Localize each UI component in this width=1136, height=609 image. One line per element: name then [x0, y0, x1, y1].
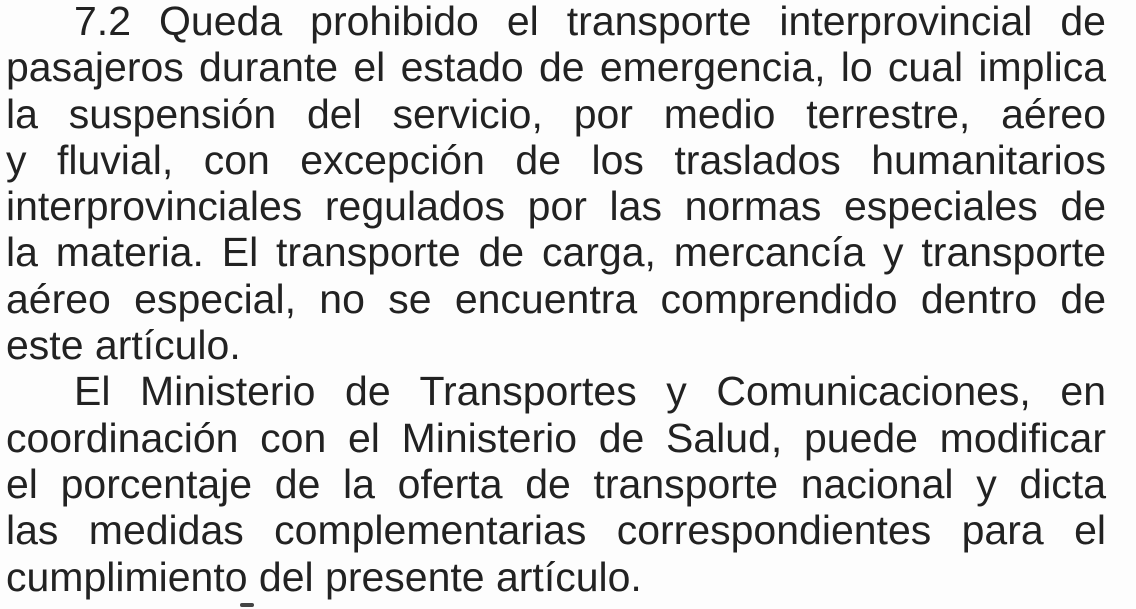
paragraph-line: interprovinciales regulados por las normas especiales de — [6, 183, 1106, 230]
paragraph-line: este artículo. — [6, 322, 241, 369]
paragraph-line: las medidas complementarias correspondientes para el — [6, 507, 1106, 554]
paragraph-line: 7.2 Queda prohibido el transporte interprovincial de — [74, 0, 1106, 44]
paragraph-line: el porcentaje de la oferta de transporte nacional y dicta — [6, 460, 1106, 507]
text-column — [6, 0, 1106, 600]
paragraph-ministerio — [6, 368, 1106, 599]
paragraph-line: aéreo especial, no se encuentra comprendido dentro de — [6, 275, 1106, 322]
paragraph-line: coordinación con el Ministerio de Salud, puede modificar — [6, 414, 1106, 461]
paragraph-line: y fluvial, con excepción de los traslados humanitarios — [6, 136, 1106, 183]
paragraph-line: cumplimiento del presente artículo. — [6, 553, 642, 600]
paragraph-line: la suspensión del servicio, por medio terrestre, aéreo — [6, 90, 1106, 137]
paragraph-line: El Ministerio de Transportes y Comunicaciones, en — [74, 368, 1106, 415]
paragraph-7-2 — [6, 0, 1106, 368]
paragraph-line: la materia. El transporte de carga, mercancía y transporte — [6, 229, 1106, 276]
ink-speck — [240, 603, 254, 607]
paragraph-line: pasajeros durante el estado de emergencia, lo cual implica — [6, 44, 1106, 91]
